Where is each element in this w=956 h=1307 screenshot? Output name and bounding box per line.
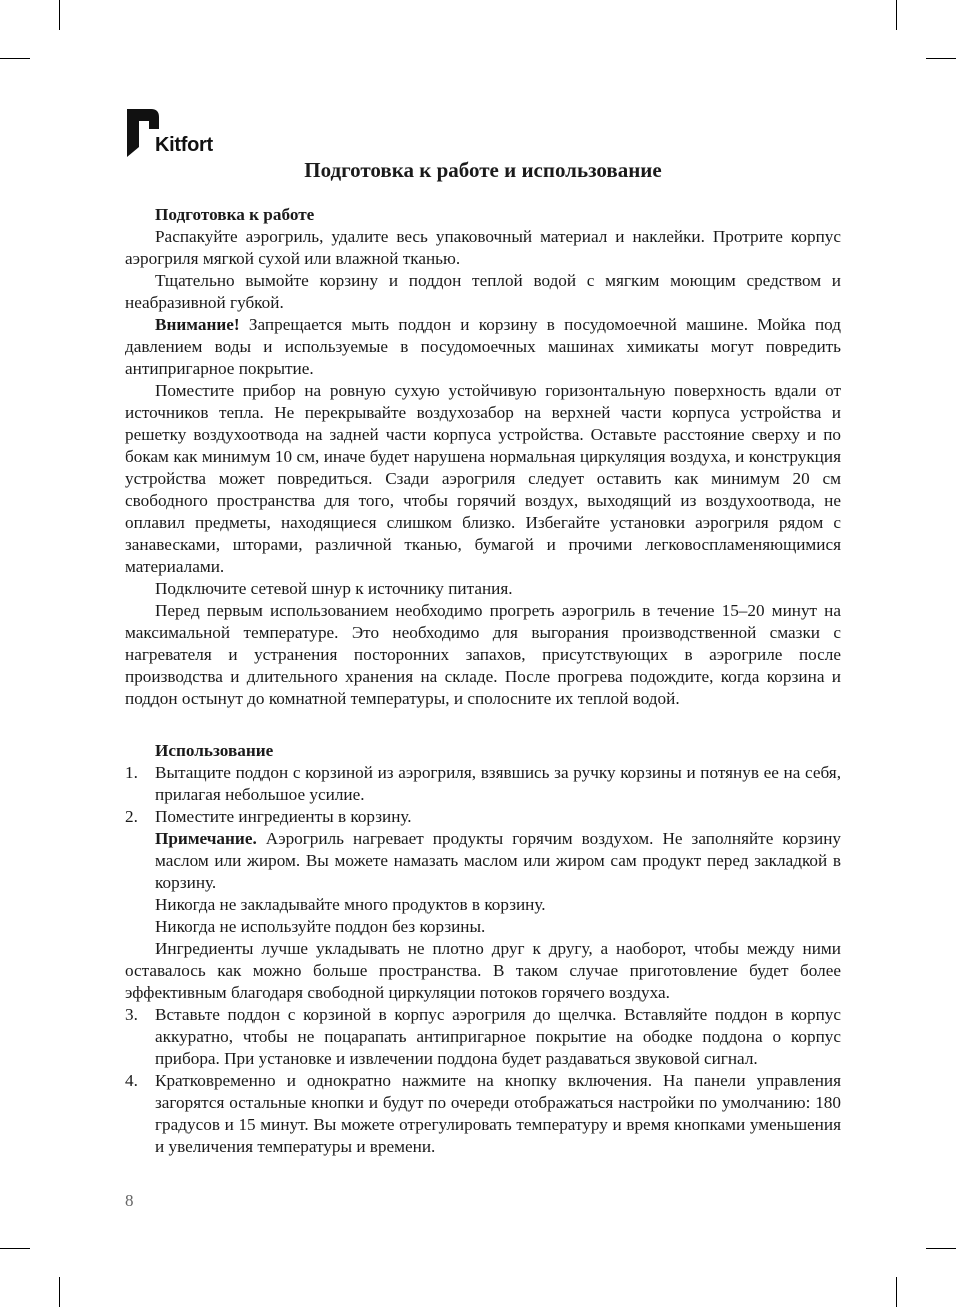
paragraph: Распакуйте аэрогриль, удалите весь упаковочный материал и наклейки. Протрите корпус аэрогриля мягкой сухой или влажной тканью. <box>125 227 841 268</box>
step-number: 3. <box>125 1005 138 1024</box>
note-text: Аэрогриль нагревает продукты горячим воздухом. Не заполняйте корзину маслом или жиром. Вы можете намазать маслом или жиром сам продукт перед закладкой в корзину. <box>155 829 841 892</box>
crop-mark <box>896 0 897 30</box>
step-text: Поместите ингредиенты в корзину. <box>155 807 412 826</box>
paragraph: Поместите прибор на ровную сухую устойчивую горизонтальную поверхность вдали от источников тепла. Не перекрывайте воздухозабор на верхней части корпуса устройства и решетку воздухоотвода на задней части корпуса устройства. Оставьте расстояние сверху и по бокам как минимум 10 см, иначе будет нарушена нормальная циркуляция воздуха, и конструкция устройства может повредиться. Сзади аэрогриля следует оставить как минимум 20 см свободного пространства для того, чтобы горячий воздух, выходящий из воздухоотвода, не оплавил предметы, находящиеся слишком близко. Избегайте установки аэрогриля рядом с занавесками, шторами, различной тканью, бумагой и прочими легковоспламеняющимися материалами. <box>125 381 841 576</box>
list-item <box>125 1070 841 1158</box>
list-item <box>125 1004 841 1070</box>
step-text: Кратковременно и однократно нажмите на кнопку включения. На панели управления загорятся остальные кнопки и будут по очереди отображаться настройки по умолчанию: 180 градусов и 15 минут. Вы можете отрегулировать температуру и время кнопками уменьшения и увеличения температуры и времени. <box>155 1071 841 1156</box>
page-number: 8 <box>125 1191 134 1210</box>
step-number: 2. <box>125 807 138 826</box>
note-label: Примечание. <box>155 829 257 848</box>
paragraph: Подключите сетевой шнур к источнику питания. <box>155 579 513 598</box>
paragraph: Тщательно вымойте корзину и поддон теплой водой с мягким моющим средством и неабразивной губкой. <box>125 271 841 312</box>
paragraph: Перед первым использованием необходимо прогреть аэрогриль в течение 15–20 минут на максимальной температуре. Это необходимо для выгорания производственной смазки с нагревателя и устранения посторонних запахов, присутствующих в аэрогриле после производства и длительного хранения на складе. После прогрева подождите, когда корзина и поддон остынут до комнатной температуры, и сполосните их теплой водой. <box>125 601 841 708</box>
crop-mark <box>59 1277 60 1307</box>
step-number: 1. <box>125 763 138 782</box>
paragraph: Ингредиенты лучше укладывать не плотно друг к другу, а наоборот, чтобы между ними оставалось как можно больше пространства. В таком случае приготовление будет более эффективным благодаря свободной циркуляции потоков горячего воздуха. <box>125 939 841 1002</box>
list-item <box>125 806 841 938</box>
note-paragraph <box>155 828 841 894</box>
document-body <box>125 204 841 1158</box>
section-heading-prepare: Подготовка к работе <box>155 205 315 224</box>
note-line: Никогда не закладывайте много продуктов в корзину. <box>155 895 546 914</box>
warning-label: Внимание! <box>155 315 240 334</box>
step-text: Вставьте поддон с корзиной в корпус аэрогриля до щелчка. Вставляйте поддон в корпус аккуратно, чтобы не поцарапать антипригарное покрытие на ободке поддона о корпус прибора. При установке и извлечении поддона будет раздаваться звуковой сигнал. <box>155 1005 841 1068</box>
page-title: Подготовка к работе и использование <box>304 158 662 182</box>
warning-text: Запрещается мыть поддон и корзину в посудомоечной машине. Мойка под давлением воды и используемые в посудомоечных машинах химикаты могут повредить антипригарное покрытие. <box>125 315 841 378</box>
step-number: 4. <box>125 1071 138 1090</box>
warning-paragraph <box>125 314 841 380</box>
brand-name: Kitfort <box>155 134 213 156</box>
crop-mark <box>896 1277 897 1307</box>
crop-mark <box>926 1248 956 1249</box>
step-text: Вытащите поддон с корзиной из аэрогриля, взявшись за ручку корзины и потянув ее на себя, прилагая небольшое усилие. <box>155 763 841 804</box>
steps-list <box>125 1004 841 1158</box>
note-line: Никогда не используйте поддон без корзины. <box>155 917 486 936</box>
section-heading-use: Использование <box>155 741 274 760</box>
crop-mark <box>59 0 60 30</box>
steps-list <box>125 762 841 938</box>
list-item <box>125 762 841 806</box>
crop-mark <box>0 58 30 59</box>
crop-mark <box>926 58 956 59</box>
crop-mark <box>0 1248 30 1249</box>
